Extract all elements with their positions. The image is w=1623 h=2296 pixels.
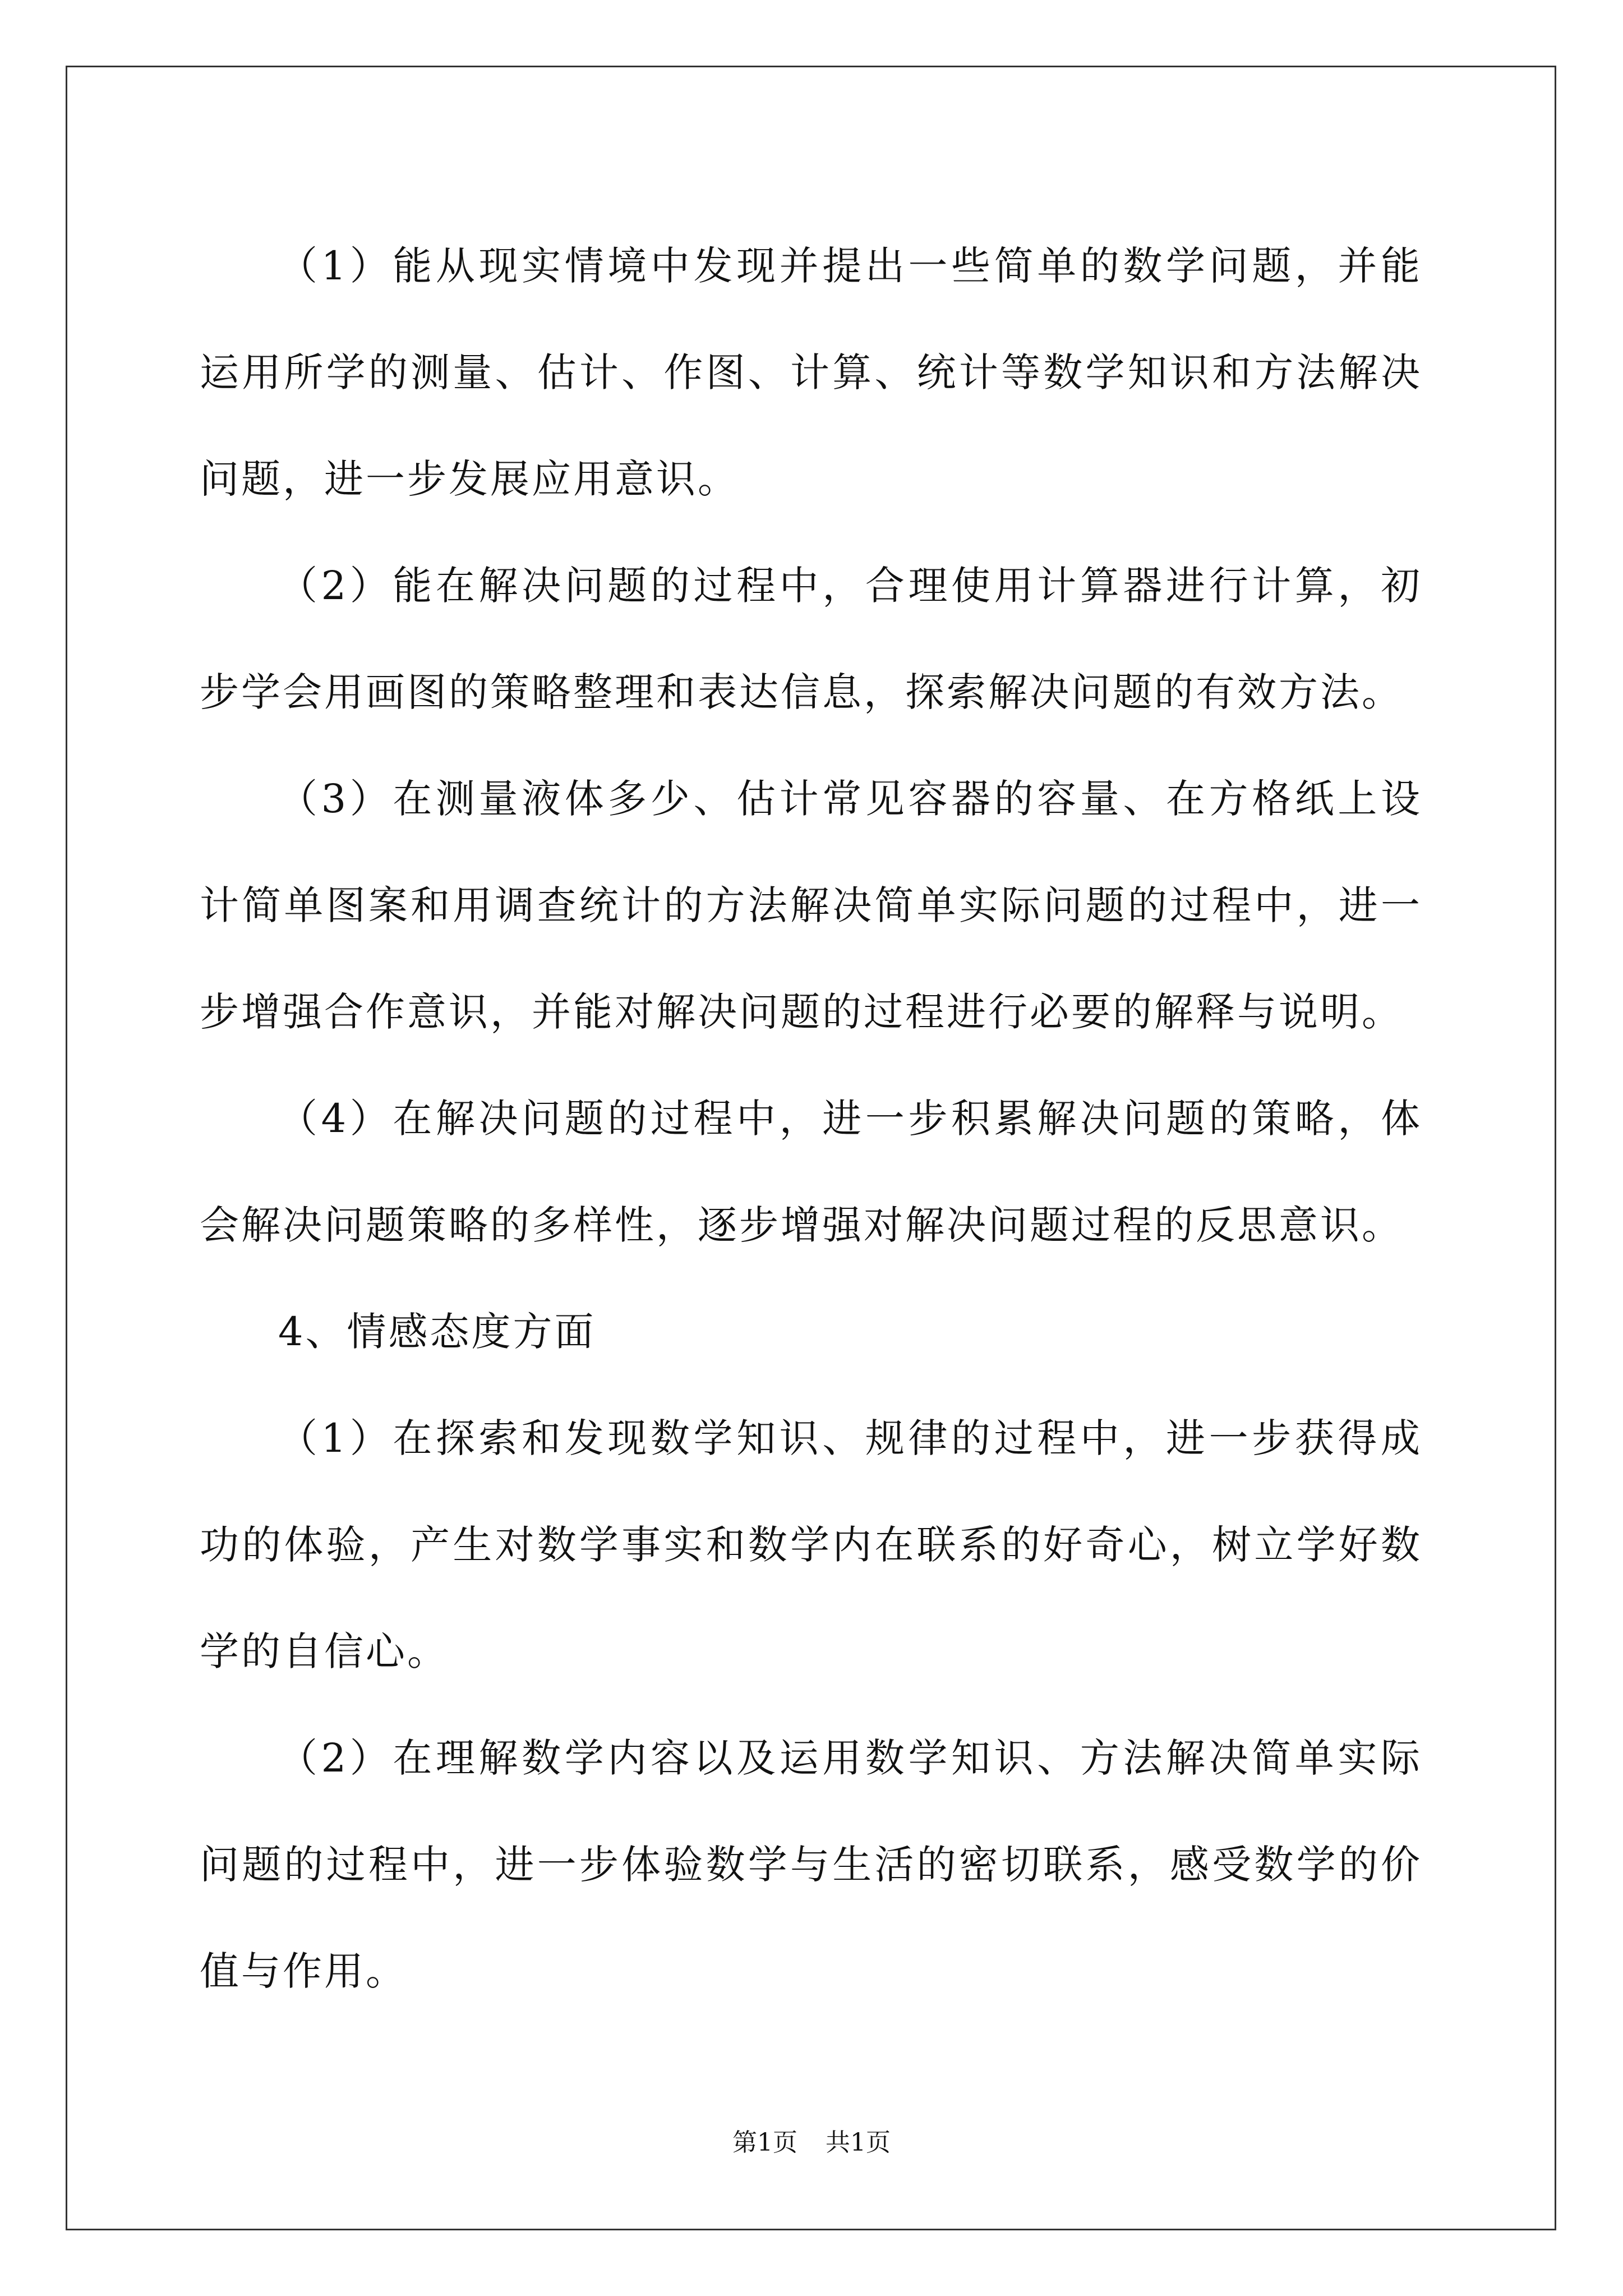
page-number: 第1页 bbox=[732, 2128, 797, 2157]
paragraph-6: （2）在理解数学内容以及运用数学知识、方法解决简单实际问题的过程中，进一步体验数学与生活的密切联系，感受数学的价值与作用。 bbox=[200, 1735, 1422, 1994]
paragraph-3: （3）在测量液体多少、估计常见容器的容量、在方格纸上设计简单图案和用调查统计的方法解决简单实际问题的过程中，进一步增强合作意识，并能对解决问题的过程进行必要的解释与说明。 bbox=[200, 776, 1422, 1035]
document-body bbox=[200, 213, 1422, 2024]
paragraph-4: （4）在解决问题的过程中，进一步积累解决问题的策略，体会解决问题策略的多样性，逐步增强对解决问题过程的反思意识。 bbox=[200, 1096, 1422, 1248]
paragraph-2: （2）能在解决问题的过程中，合理使用计算器进行计算，初步学会用画图的策略整理和表达信息，探索解决问题的有效方法。 bbox=[200, 563, 1422, 715]
page-footer bbox=[0, 2126, 1623, 2160]
paragraph-1: （1）能从现实情境中发现并提出一些简单的数学问题，并能运用所学的测量、估计、作图、计算、统计等数学知识和方法解决问题，进一步发展应用意识。 bbox=[200, 243, 1422, 502]
section-heading: 4、情感态度方面 bbox=[278, 1309, 596, 1355]
page-total: 共1页 bbox=[826, 2128, 891, 2157]
paragraph-5: （1）在探索和发现数学知识、规律的过程中，进一步获得成功的体验，产生对数学事实和数学内在联系的好奇心，树立学好数学的自信心。 bbox=[200, 1415, 1422, 1674]
